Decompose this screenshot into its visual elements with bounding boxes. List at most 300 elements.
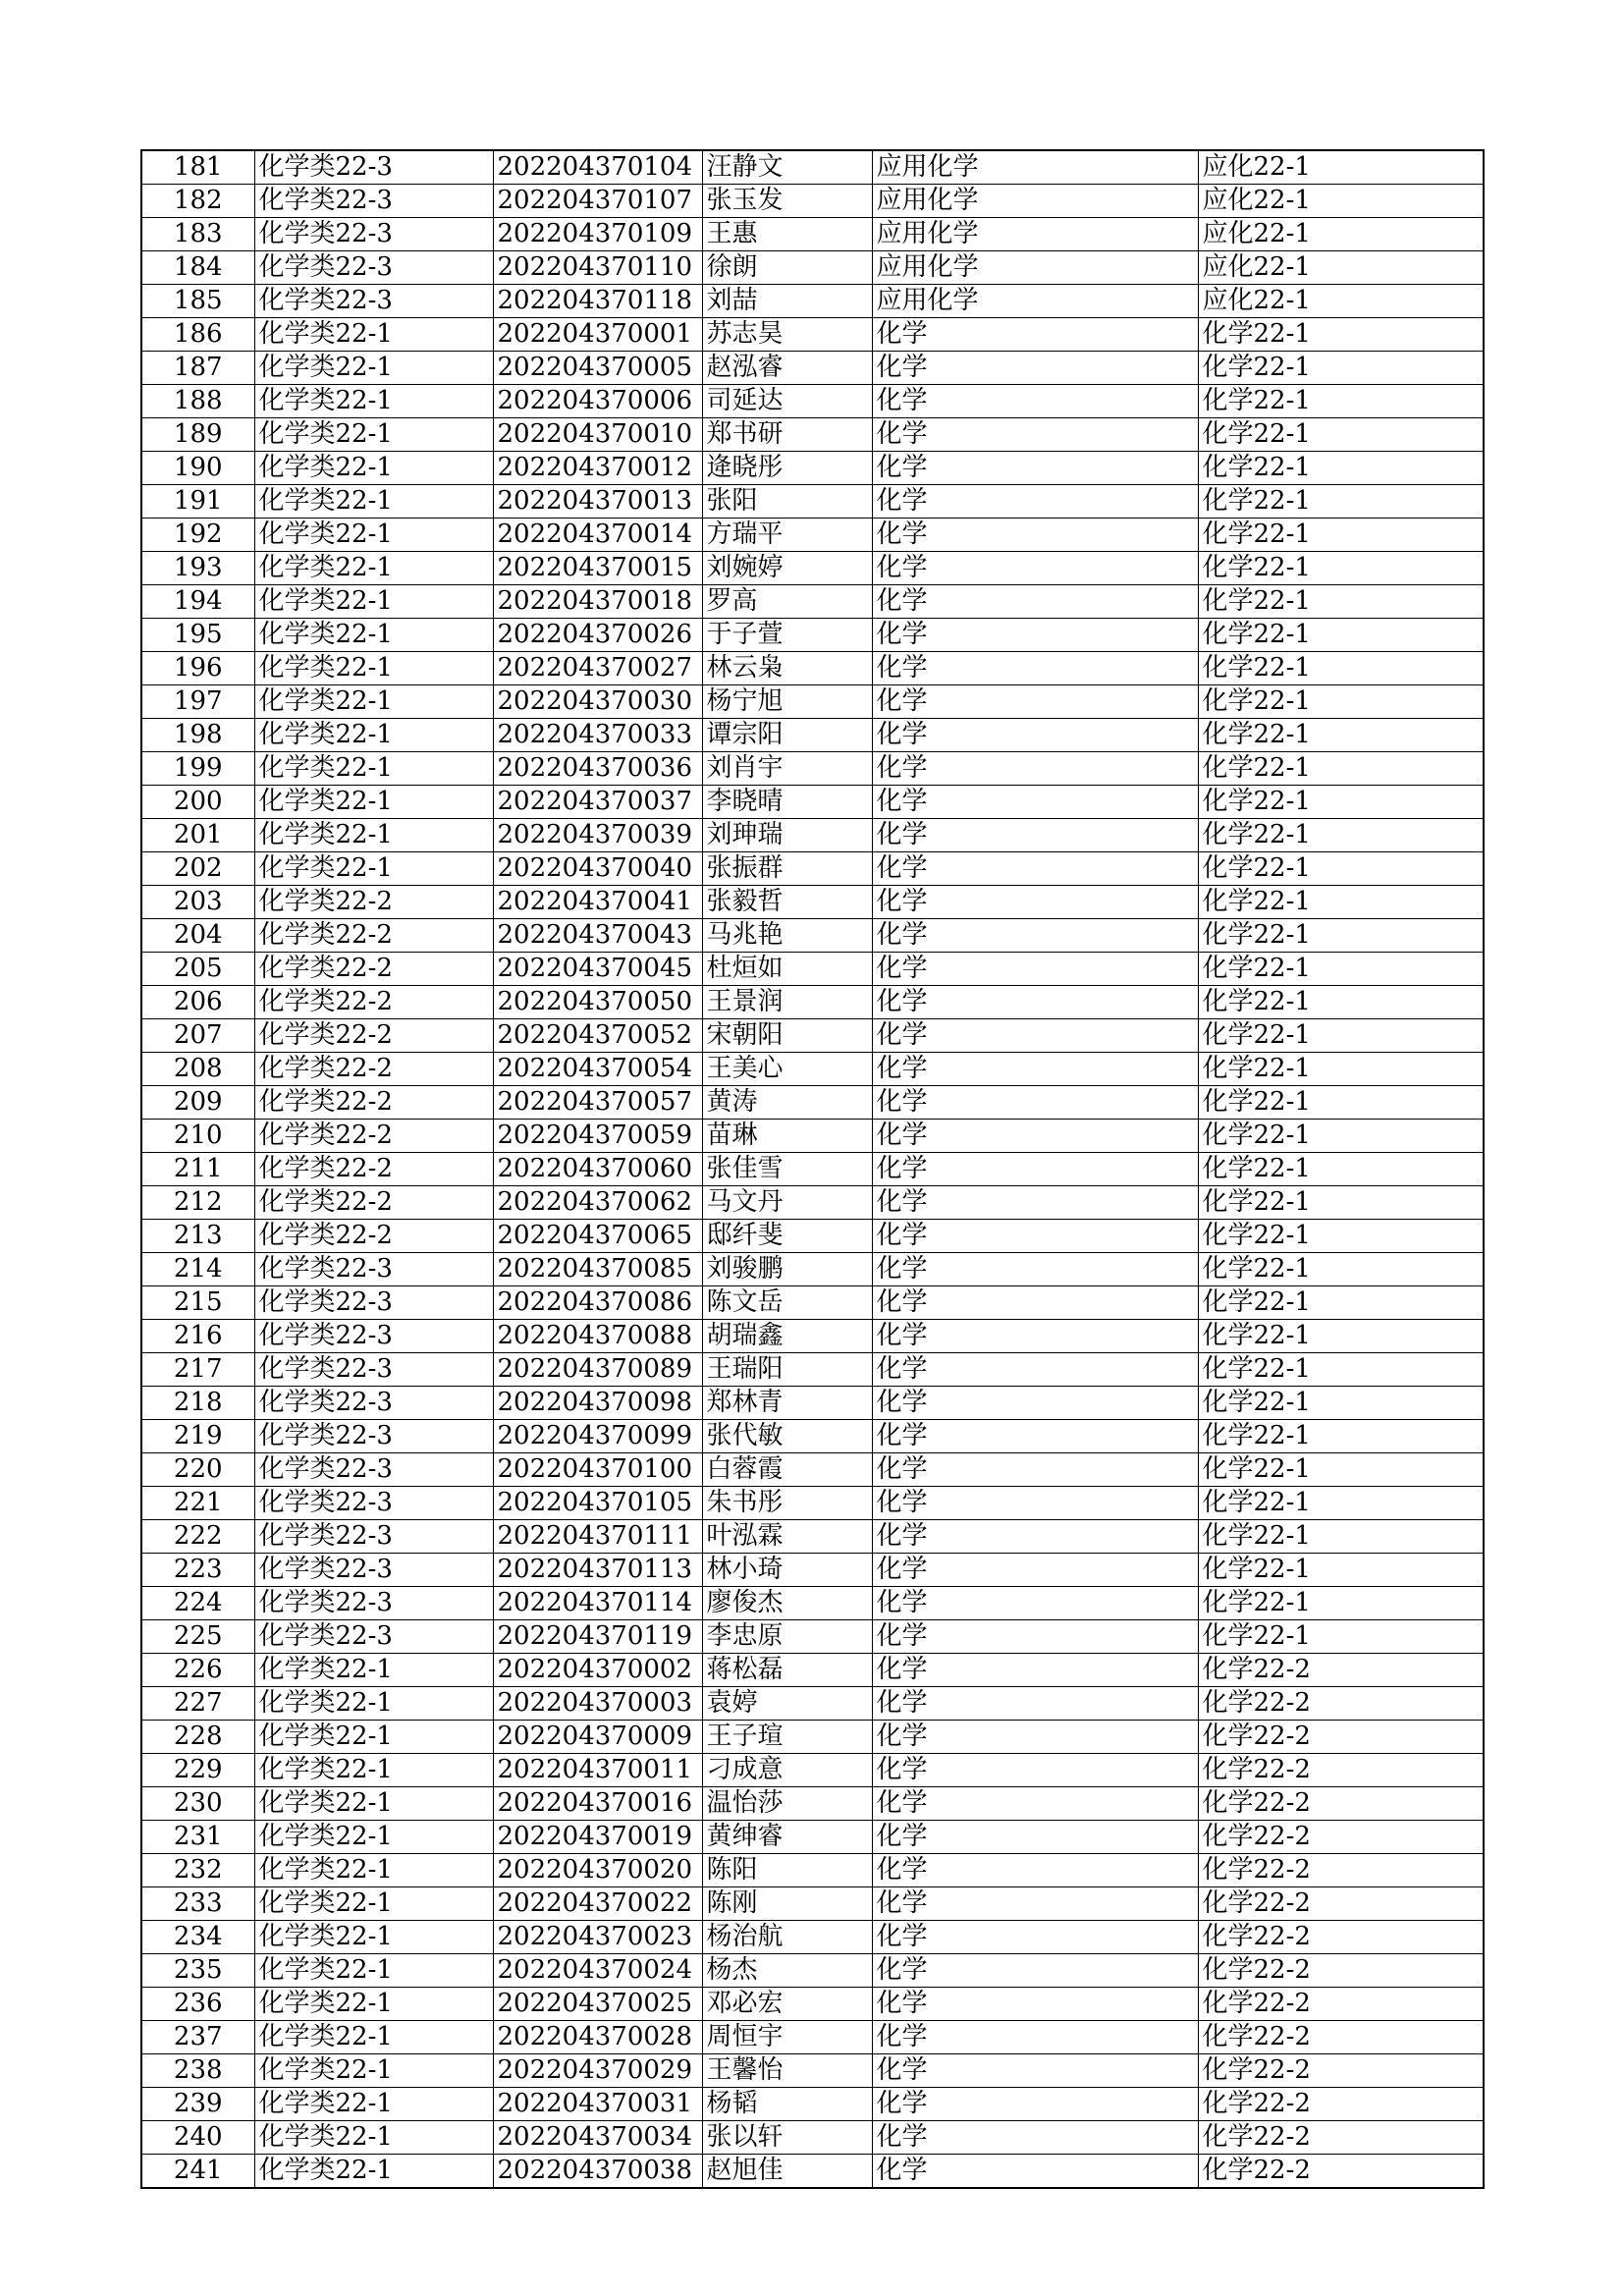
admin-class-cell: 化学类22-1	[254, 1654, 493, 1687]
major-cell: 化学	[872, 585, 1198, 619]
major-class-cell: 化学22-1	[1198, 685, 1484, 719]
table-row	[141, 285, 1484, 318]
admin-class-cell: 化学类22-3	[254, 1554, 493, 1587]
admin-class-cell: 化学类22-1	[254, 519, 493, 552]
major-class-cell: 化学22-2	[1198, 1687, 1484, 1721]
major-cell: 化学	[872, 552, 1198, 585]
admin-class-cell: 化学类22-1	[254, 1821, 493, 1854]
admin-class-cell: 化学类22-3	[254, 1253, 493, 1286]
admin-class-cell: 化学类22-1	[254, 2088, 493, 2121]
row-number-cell: 223	[141, 1554, 254, 1587]
student-id-cell: 202204370039	[493, 819, 702, 852]
table-row	[141, 1320, 1484, 1353]
major-class-cell: 化学22-1	[1198, 1120, 1484, 1153]
admin-class-cell: 化学类22-2	[254, 919, 493, 953]
major-class-cell: 化学22-1	[1198, 385, 1484, 418]
roster-body	[141, 150, 1484, 2188]
row-number-cell: 183	[141, 218, 254, 251]
row-number-cell: 192	[141, 519, 254, 552]
admin-class-cell: 化学类22-2	[254, 1053, 493, 1086]
admin-class-cell: 化学类22-2	[254, 1220, 493, 1253]
student-name-cell: 赵泓睿	[702, 352, 872, 385]
row-number-cell: 190	[141, 452, 254, 485]
table-row	[141, 1754, 1484, 1787]
table-row	[141, 552, 1484, 585]
student-id-cell: 202204370020	[493, 1854, 702, 1887]
major-cell: 化学	[872, 1453, 1198, 1487]
table-row	[141, 1821, 1484, 1854]
major-class-cell: 化学22-2	[1198, 2121, 1484, 2155]
student-id-cell: 202204370089	[493, 1353, 702, 1387]
major-class-cell: 化学22-1	[1198, 452, 1484, 485]
table-row	[141, 1220, 1484, 1253]
table-row	[141, 1587, 1484, 1620]
student-id-cell: 202204370037	[493, 786, 702, 819]
major-class-cell: 化学22-1	[1198, 552, 1484, 585]
table-row	[141, 1053, 1484, 1086]
major-cell: 化学	[872, 385, 1198, 418]
table-row	[141, 185, 1484, 218]
student-name-cell: 于子萱	[702, 619, 872, 652]
student-name-cell: 杨韬	[702, 2088, 872, 2121]
table-row	[141, 1453, 1484, 1487]
major-cell: 化学	[872, 1687, 1198, 1721]
student-id-cell: 202204370022	[493, 1887, 702, 1921]
major-class-cell: 化学22-2	[1198, 1954, 1484, 1988]
admin-class-cell: 化学类22-1	[254, 1787, 493, 1821]
major-cell: 化学	[872, 1487, 1198, 1520]
admin-class-cell: 化学类22-2	[254, 1086, 493, 1120]
table-row	[141, 519, 1484, 552]
row-number-cell: 199	[141, 752, 254, 786]
student-name-cell: 杜烜如	[702, 953, 872, 986]
major-cell: 化学	[872, 1220, 1198, 1253]
major-cell: 化学	[872, 1787, 1198, 1821]
table-row	[141, 218, 1484, 251]
student-id-cell: 202204370065	[493, 1220, 702, 1253]
admin-class-cell: 化学类22-1	[254, 2121, 493, 2155]
major-cell: 化学	[872, 2088, 1198, 2121]
student-name-cell: 宋朝阳	[702, 1019, 872, 1053]
row-number-cell: 188	[141, 385, 254, 418]
row-number-cell: 205	[141, 953, 254, 986]
student-id-cell: 202204370099	[493, 1420, 702, 1453]
admin-class-cell: 化学类22-1	[254, 1921, 493, 1954]
student-name-cell: 赵旭佳	[702, 2155, 872, 2189]
major-class-cell: 化学22-2	[1198, 1854, 1484, 1887]
major-class-cell: 应化22-1	[1198, 218, 1484, 251]
table-row	[141, 986, 1484, 1019]
row-number-cell: 206	[141, 986, 254, 1019]
major-cell: 化学	[872, 1520, 1198, 1554]
student-name-cell: 逄晓彤	[702, 452, 872, 485]
admin-class-cell: 化学类22-3	[254, 1420, 493, 1453]
admin-class-cell: 化学类22-1	[254, 1854, 493, 1887]
student-name-cell: 刘喆	[702, 285, 872, 318]
row-number-cell: 201	[141, 819, 254, 852]
student-id-cell: 202204370028	[493, 2021, 702, 2054]
admin-class-cell: 化学类22-1	[254, 585, 493, 619]
admin-class-cell: 化学类22-1	[254, 352, 493, 385]
row-number-cell: 233	[141, 1887, 254, 1921]
row-number-cell: 204	[141, 919, 254, 953]
major-cell: 化学	[872, 418, 1198, 452]
student-name-cell: 郑林青	[702, 1387, 872, 1420]
major-cell: 化学	[872, 519, 1198, 552]
major-cell: 化学	[872, 719, 1198, 752]
major-class-cell: 化学22-2	[1198, 2021, 1484, 2054]
student-id-cell: 202204370013	[493, 485, 702, 519]
table-row	[141, 786, 1484, 819]
table-row	[141, 886, 1484, 919]
major-class-cell: 化学22-2	[1198, 2155, 1484, 2189]
row-number-cell: 218	[141, 1387, 254, 1420]
student-name-cell: 陈刚	[702, 1887, 872, 1921]
major-cell: 化学	[872, 986, 1198, 1019]
major-cell: 化学	[872, 318, 1198, 352]
admin-class-cell: 化学类22-3	[254, 185, 493, 218]
student-name-cell: 周恒宇	[702, 2021, 872, 2054]
major-class-cell: 化学22-1	[1198, 1220, 1484, 1253]
student-name-cell: 温怡莎	[702, 1787, 872, 1821]
student-name-cell: 李晓晴	[702, 786, 872, 819]
student-name-cell: 陈阳	[702, 1854, 872, 1887]
major-cell: 化学	[872, 886, 1198, 919]
row-number-cell: 207	[141, 1019, 254, 1053]
major-class-cell: 化学22-1	[1198, 1019, 1484, 1053]
major-class-cell: 化学22-1	[1198, 752, 1484, 786]
table-row	[141, 1654, 1484, 1687]
major-class-cell: 化学22-1	[1198, 786, 1484, 819]
admin-class-cell: 化学类22-1	[254, 418, 493, 452]
student-id-cell: 202204370105	[493, 1487, 702, 1520]
row-number-cell: 216	[141, 1320, 254, 1353]
major-class-cell: 化学22-1	[1198, 1520, 1484, 1554]
table-row	[141, 585, 1484, 619]
row-number-cell: 187	[141, 352, 254, 385]
major-class-cell: 化学22-1	[1198, 1554, 1484, 1587]
major-cell: 化学	[872, 1420, 1198, 1453]
row-number-cell: 213	[141, 1220, 254, 1253]
student-id-cell: 202204370041	[493, 886, 702, 919]
row-number-cell: 181	[141, 150, 254, 185]
major-cell: 化学	[872, 1654, 1198, 1687]
table-row	[141, 1086, 1484, 1120]
admin-class-cell: 化学类22-3	[254, 1587, 493, 1620]
row-number-cell: 209	[141, 1086, 254, 1120]
table-row	[141, 1420, 1484, 1453]
student-name-cell: 廖俊杰	[702, 1587, 872, 1620]
student-id-cell: 202204370057	[493, 1086, 702, 1120]
row-number-cell: 196	[141, 652, 254, 685]
major-cell: 化学	[872, 919, 1198, 953]
row-number-cell: 202	[141, 852, 254, 886]
major-class-cell: 化学22-1	[1198, 953, 1484, 986]
major-cell: 化学	[872, 1887, 1198, 1921]
major-cell: 化学	[872, 352, 1198, 385]
student-name-cell: 陈文岳	[702, 1286, 872, 1320]
row-number-cell: 228	[141, 1721, 254, 1754]
admin-class-cell: 化学类22-1	[254, 619, 493, 652]
major-class-cell: 化学22-1	[1198, 1186, 1484, 1220]
table-row	[141, 1153, 1484, 1186]
admin-class-cell: 化学类22-3	[254, 218, 493, 251]
major-class-cell: 化学22-1	[1198, 1053, 1484, 1086]
student-id-cell: 202204370034	[493, 2121, 702, 2155]
admin-class-cell: 化学类22-1	[254, 452, 493, 485]
major-class-cell: 化学22-1	[1198, 619, 1484, 652]
table-row	[141, 1620, 1484, 1654]
major-cell: 化学	[872, 1954, 1198, 1988]
admin-class-cell: 化学类22-1	[254, 786, 493, 819]
row-number-cell: 225	[141, 1620, 254, 1654]
major-cell: 化学	[872, 1186, 1198, 1220]
major-class-cell: 化学22-1	[1198, 352, 1484, 385]
table-row	[141, 485, 1484, 519]
table-row	[141, 953, 1484, 986]
student-id-cell: 202204370114	[493, 1587, 702, 1620]
student-name-cell: 徐朗	[702, 251, 872, 285]
student-name-cell: 黄绅睿	[702, 1821, 872, 1854]
admin-class-cell: 化学类22-1	[254, 485, 493, 519]
admin-class-cell: 化学类22-1	[254, 318, 493, 352]
student-id-cell: 202204370118	[493, 285, 702, 318]
major-cell: 化学	[872, 2121, 1198, 2155]
major-cell: 化学	[872, 1120, 1198, 1153]
row-number-cell: 226	[141, 1654, 254, 1687]
major-cell: 化学	[872, 1721, 1198, 1754]
table-row	[141, 1687, 1484, 1721]
student-name-cell: 杨治航	[702, 1921, 872, 1954]
student-id-cell: 202204370006	[493, 385, 702, 418]
major-class-cell: 化学22-2	[1198, 2054, 1484, 2088]
student-id-cell: 202204370100	[493, 1453, 702, 1487]
major-cell: 化学	[872, 819, 1198, 852]
row-number-cell: 230	[141, 1787, 254, 1821]
row-number-cell: 215	[141, 1286, 254, 1320]
major-class-cell: 化学22-1	[1198, 986, 1484, 1019]
major-class-cell: 应化22-1	[1198, 185, 1484, 218]
major-cell: 化学	[872, 619, 1198, 652]
table-row	[141, 1988, 1484, 2021]
student-id-cell: 202204370009	[493, 1721, 702, 1754]
major-cell: 应用化学	[872, 185, 1198, 218]
row-number-cell: 184	[141, 251, 254, 285]
major-class-cell: 化学22-2	[1198, 1887, 1484, 1921]
student-name-cell: 苗琳	[702, 1120, 872, 1153]
student-id-cell: 202204370011	[493, 1754, 702, 1787]
student-id-cell: 202204370027	[493, 652, 702, 685]
major-cell: 化学	[872, 852, 1198, 886]
student-id-cell: 202204370014	[493, 519, 702, 552]
row-number-cell: 238	[141, 2054, 254, 2088]
admin-class-cell: 化学类22-1	[254, 1721, 493, 1754]
student-name-cell: 刘骏鹏	[702, 1253, 872, 1286]
major-class-cell: 化学22-1	[1198, 1453, 1484, 1487]
major-cell: 化学	[872, 1019, 1198, 1053]
admin-class-cell: 化学类22-1	[254, 1954, 493, 1988]
student-id-cell: 202204370012	[493, 452, 702, 485]
major-class-cell: 化学22-1	[1198, 1487, 1484, 1520]
row-number-cell: 210	[141, 1120, 254, 1153]
major-cell: 化学	[872, 752, 1198, 786]
major-cell: 化学	[872, 1821, 1198, 1854]
table-row	[141, 150, 1484, 185]
major-class-cell: 化学22-1	[1198, 318, 1484, 352]
major-cell: 化学	[872, 2054, 1198, 2088]
table-row	[141, 1887, 1484, 1921]
major-cell: 化学	[872, 2021, 1198, 2054]
admin-class-cell: 化学类22-3	[254, 1353, 493, 1387]
major-class-cell: 化学22-1	[1198, 1320, 1484, 1353]
row-number-cell: 198	[141, 719, 254, 752]
student-name-cell: 罗高	[702, 585, 872, 619]
major-class-cell: 化学22-1	[1198, 1353, 1484, 1387]
student-id-cell: 202204370088	[493, 1320, 702, 1353]
major-class-cell: 化学22-2	[1198, 1754, 1484, 1787]
student-id-cell: 202204370005	[493, 352, 702, 385]
admin-class-cell: 化学类22-2	[254, 1120, 493, 1153]
student-name-cell: 张振群	[702, 852, 872, 886]
major-cell: 化学	[872, 685, 1198, 719]
major-class-cell: 化学22-1	[1198, 485, 1484, 519]
row-number-cell: 235	[141, 1954, 254, 1988]
row-number-cell: 189	[141, 418, 254, 452]
major-class-cell: 化学22-1	[1198, 1420, 1484, 1453]
row-number-cell: 234	[141, 1921, 254, 1954]
student-id-cell: 202204370003	[493, 1687, 702, 1721]
major-class-cell: 化学22-1	[1198, 886, 1484, 919]
admin-class-cell: 化学类22-1	[254, 819, 493, 852]
student-name-cell: 袁婷	[702, 1687, 872, 1721]
student-name-cell: 刘肖宇	[702, 752, 872, 786]
table-row	[141, 819, 1484, 852]
student-id-cell: 202204370107	[493, 185, 702, 218]
table-row	[141, 2155, 1484, 2189]
student-id-cell: 202204370119	[493, 1620, 702, 1654]
row-number-cell: 203	[141, 886, 254, 919]
student-name-cell: 林云枭	[702, 652, 872, 685]
table-row	[141, 1520, 1484, 1554]
student-name-cell: 王馨怡	[702, 2054, 872, 2088]
admin-class-cell: 化学类22-1	[254, 2054, 493, 2088]
major-cell: 化学	[872, 1854, 1198, 1887]
major-cell: 化学	[872, 1921, 1198, 1954]
student-id-cell: 202204370024	[493, 1954, 702, 1988]
student-id-cell: 202204370031	[493, 2088, 702, 2121]
major-cell: 应用化学	[872, 251, 1198, 285]
admin-class-cell: 化学类22-1	[254, 2155, 493, 2189]
row-number-cell: 214	[141, 1253, 254, 1286]
student-name-cell: 王惠	[702, 218, 872, 251]
student-name-cell: 方瑞平	[702, 519, 872, 552]
major-class-cell: 应化22-1	[1198, 251, 1484, 285]
major-cell: 化学	[872, 1320, 1198, 1353]
table-row	[141, 1353, 1484, 1387]
row-number-cell: 240	[141, 2121, 254, 2155]
row-number-cell: 193	[141, 552, 254, 585]
student-id-cell: 202204370086	[493, 1286, 702, 1320]
table-row	[141, 852, 1484, 886]
student-id-cell: 202204370111	[493, 1520, 702, 1554]
student-id-cell: 202204370104	[493, 150, 702, 185]
major-cell: 化学	[872, 786, 1198, 819]
student-id-cell: 202204370043	[493, 919, 702, 953]
major-cell: 化学	[872, 1053, 1198, 1086]
major-cell: 化学	[872, 1387, 1198, 1420]
row-number-cell: 191	[141, 485, 254, 519]
row-number-cell: 222	[141, 1520, 254, 1554]
row-number-cell: 237	[141, 2021, 254, 2054]
table-row	[141, 1253, 1484, 1286]
major-cell: 化学	[872, 1086, 1198, 1120]
admin-class-cell: 化学类22-2	[254, 953, 493, 986]
major-cell: 化学	[872, 1620, 1198, 1654]
admin-class-cell: 化学类22-1	[254, 685, 493, 719]
admin-class-cell: 化学类22-1	[254, 1988, 493, 2021]
row-number-cell: 220	[141, 1453, 254, 1487]
major-class-cell: 化学22-2	[1198, 1721, 1484, 1754]
table-row	[141, 619, 1484, 652]
major-cell: 化学	[872, 485, 1198, 519]
student-name-cell: 苏志昊	[702, 318, 872, 352]
table-row	[141, 1721, 1484, 1754]
student-name-cell: 司延达	[702, 385, 872, 418]
major-class-cell: 化学22-2	[1198, 2088, 1484, 2121]
admin-class-cell: 化学类22-3	[254, 1387, 493, 1420]
table-row	[141, 685, 1484, 719]
student-id-cell: 202204370110	[493, 251, 702, 285]
major-class-cell: 化学22-2	[1198, 1921, 1484, 1954]
table-row	[141, 418, 1484, 452]
student-name-cell: 张玉发	[702, 185, 872, 218]
major-cell: 化学	[872, 1754, 1198, 1787]
student-name-cell: 马兆艳	[702, 919, 872, 953]
table-row	[141, 1921, 1484, 1954]
table-row	[141, 452, 1484, 485]
major-class-cell: 化学22-1	[1198, 1286, 1484, 1320]
student-name-cell: 王子瑄	[702, 1721, 872, 1754]
admin-class-cell: 化学类22-1	[254, 552, 493, 585]
student-name-cell: 郑书研	[702, 418, 872, 452]
student-name-cell: 李忠原	[702, 1620, 872, 1654]
student-id-cell: 202204370113	[493, 1554, 702, 1587]
student-id-cell: 202204370038	[493, 2155, 702, 2189]
major-cell: 化学	[872, 1988, 1198, 2021]
student-name-cell: 蒋松磊	[702, 1654, 872, 1687]
student-id-cell: 202204370050	[493, 986, 702, 1019]
student-name-cell: 刁成意	[702, 1754, 872, 1787]
major-class-cell: 化学22-1	[1198, 1587, 1484, 1620]
table-row	[141, 1487, 1484, 1520]
table-row	[141, 1387, 1484, 1420]
student-roster-table	[140, 149, 1485, 2189]
row-number-cell: 217	[141, 1353, 254, 1387]
student-id-cell: 202204370052	[493, 1019, 702, 1053]
student-name-cell: 王瑞阳	[702, 1353, 872, 1387]
major-class-cell: 化学22-2	[1198, 1988, 1484, 2021]
student-name-cell: 张代敏	[702, 1420, 872, 1453]
major-class-cell: 化学22-1	[1198, 585, 1484, 619]
table-row	[141, 385, 1484, 418]
major-cell: 化学	[872, 452, 1198, 485]
student-id-cell: 202204370026	[493, 619, 702, 652]
major-cell: 化学	[872, 953, 1198, 986]
student-id-cell: 202204370036	[493, 752, 702, 786]
student-name-cell: 刘珅瑞	[702, 819, 872, 852]
major-class-cell: 化学22-1	[1198, 1620, 1484, 1654]
student-id-cell: 202204370019	[493, 1821, 702, 1854]
